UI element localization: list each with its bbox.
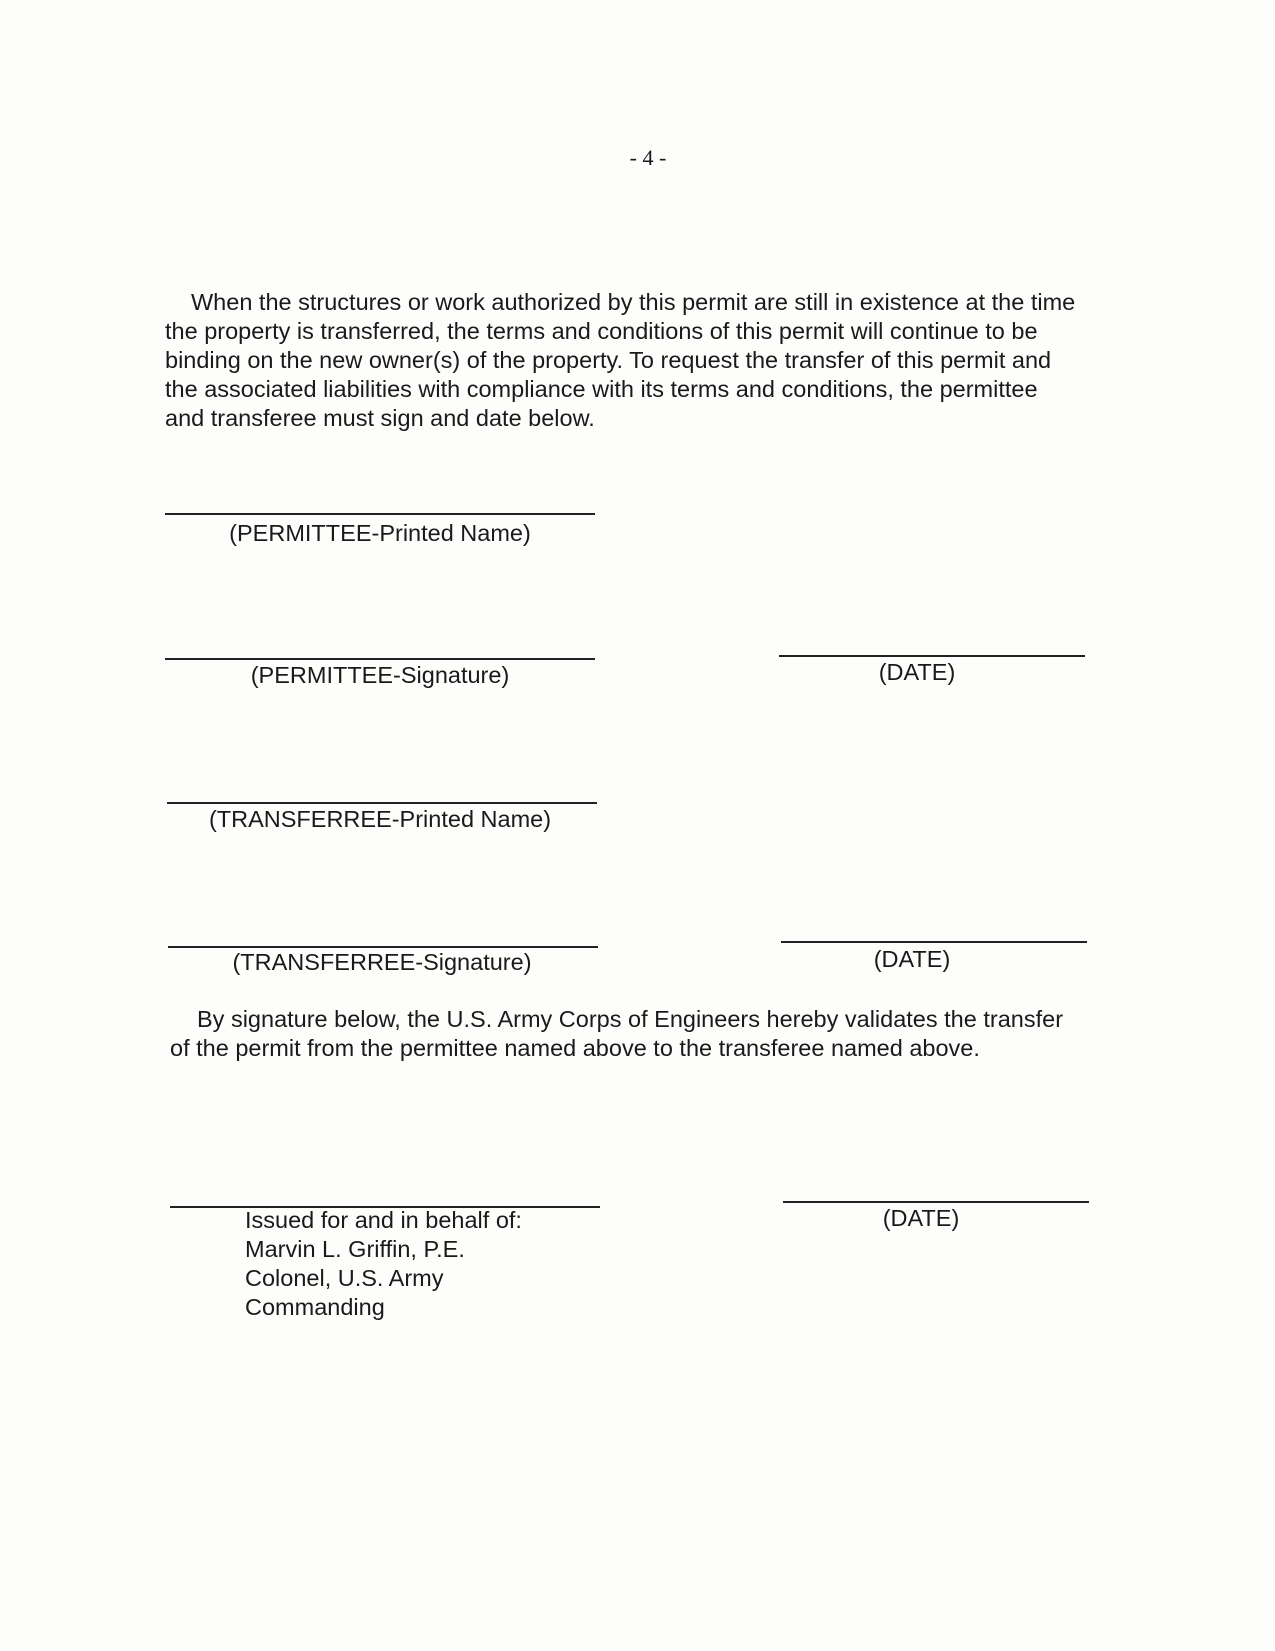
paragraph-line: and transferee must sign and date below. [165,405,595,431]
paragraph-line: the property is transferred, the terms and conditions of this permit will continue to be [165,318,1038,344]
issuer-rank: Colonel, U.S. Army [245,1265,444,1291]
issuer-date-line[interactable] [783,1201,1089,1203]
page-number: - 4 - [629,145,667,170]
issuer-date-label: (DATE) [882,1205,960,1231]
paragraph-line: the associated liabilities with compliance with its terms and conditions, the permittee [165,376,1038,402]
transferee-date-line[interactable] [781,941,1087,943]
permittee-date-label: (DATE) [878,659,956,685]
permittee-signature-line[interactable] [165,658,595,660]
issuer-name: Marvin L. Griffin, P.E. [245,1236,465,1262]
paragraph-line: By signature below, the U.S. Army Corps of Engineers hereby validates the transfer [197,1006,1064,1032]
permittee-printed-name-line[interactable] [165,513,595,515]
issuer-title: Commanding [245,1294,385,1320]
paragraph-line: binding on the new owner(s) of the property. To request the transfer of this permit and [165,347,1052,373]
transferee-printed-name-line[interactable] [167,802,597,804]
permittee-signature-label: (PERMITTEE-Signature) [250,662,510,688]
permittee-printed-name-label: (PERMITTEE-Printed Name) [229,520,531,546]
paragraph-line: of the permit from the permittee named above to the transferee named above. [170,1035,980,1061]
issuer-line: Issued for and in behalf of: [245,1207,522,1233]
transferee-printed-name-label: (TRANSFERREE-Printed Name) [208,806,552,832]
permittee-date-line[interactable] [779,655,1085,657]
transferee-date-label: (DATE) [873,946,951,972]
transferee-signature-label: (TRANSFERREE-Signature) [232,949,532,975]
paragraph-line: When the structures or work authorized by this permit are still in existence at the time [191,289,1076,315]
